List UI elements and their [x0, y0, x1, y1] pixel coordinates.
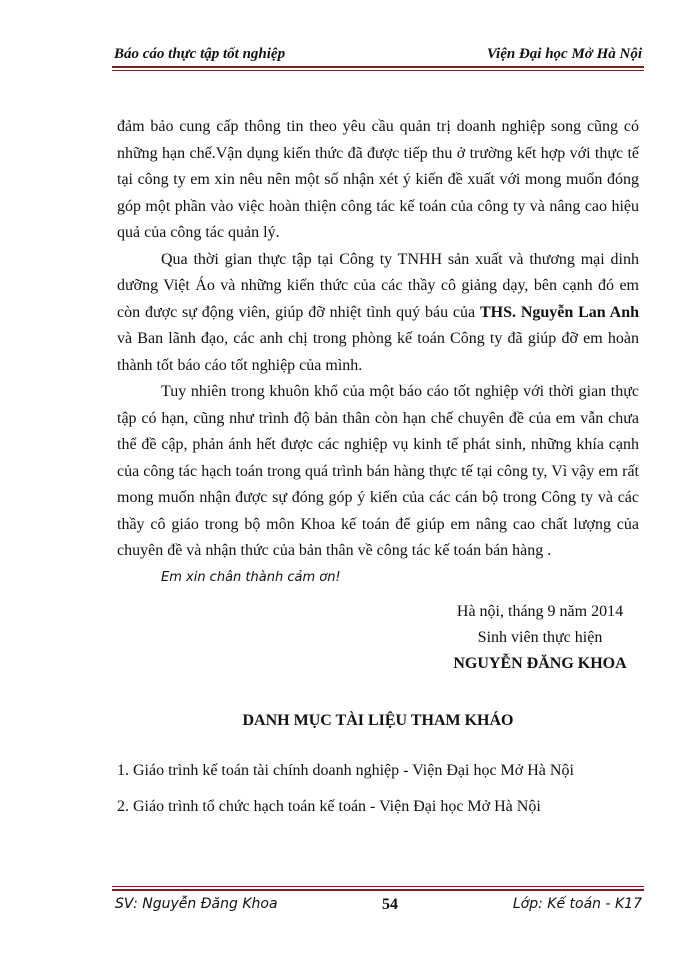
footer-divider-thin — [112, 886, 644, 887]
body-text — [117, 114, 639, 591]
page-number: 54 — [382, 896, 398, 913]
signature-block — [440, 599, 640, 677]
header-divider-thick — [112, 66, 644, 68]
thanks-line: Em xin chân thành cảm ơn! — [161, 569, 341, 585]
signature-place-date: Hà nội, tháng 9 năm 2014 — [456, 603, 624, 620]
reference-item: 2. Giáo trình tổ chức hạch toán kế toán - Viện Đại học Mở Hà Nội — [117, 798, 541, 815]
header-institution: Viện Đại học Mở Hà Nội — [486, 46, 642, 62]
footer-student: SV: Nguyễn Đăng Khoa — [115, 896, 278, 912]
footer-class: Lớp: Kế toán - K17 — [512, 896, 642, 912]
signature-name: NGUYỄN ĐĂNG KHOA — [453, 655, 627, 672]
references-title: DANH MỤC TÀI LIỆU THAM KHÁO — [242, 712, 514, 729]
paragraph-2-text-a: Qua thời gian thực tập tại Công ty TNHH sản xuất và thương mại dinh dưỡng Việt Áo và những kiến thức của các thầy cô giảng dạy, bên cạnh đó em còn được sự động viên, giúp đỡ nhiệt tình quý báu của — [117, 250, 639, 321]
supervisor-name: THS. Nguyễn Lan Anh — [479, 303, 639, 321]
signature-role: Sinh viên thực hiện — [477, 629, 603, 646]
footer-divider-thick — [112, 889, 644, 891]
paragraph-3: Tuy nhiên trong khuôn khổ của một báo cáo tốt nghiệp với thời gian thực tập có hạn, cũng như trình độ bản thân còn hạn chế chuyên đề của em vẫn chưa thể đề cập, phản ánh hết được các nghiệp vụ kinh tế phát sinh, những khía cạnh của công tác hạch toán trong quá trình bán hàng thực tế tại công ty, Vì vậy em rất mong muốn nhận được sự đóng góp ý kiến của các cán bộ trong Công ty và các thầy cô giáo trong bộ môn Khoa kế toán để giúp em nâng cao chất lượng của chuyên đề và nhận thức của bản thân về công tác kế toán bán hàng . — [117, 383, 639, 559]
paragraph-1: đảm bảo cung cấp thông tin theo yêu cầu quản trị doanh nghiệp song cũng có những hạn chế.Vận dụng kiến thức đã được tiếp thu ở trường kết hợp với thực tế tại công ty em xin nêu nên một số nhận xét ý kiến đề xuất với mong muốn đóng góp một phần vào việc hoàn thiện công tác kế toán của công ty và nâng cao hiệu quả của công tác quản lý. — [117, 118, 639, 241]
page-header — [114, 40, 642, 66]
paragraph-2-text-b: và Ban lãnh đạo, các anh chị trong phòng kế toán Công ty đã giúp đỡ em hoàn thành tốt báo cáo tốt nghiệp của mình. — [117, 330, 639, 374]
paragraph-2 — [117, 247, 639, 380]
header-report-title: Báo cáo thực tập tốt nghiệp — [114, 46, 286, 62]
header-divider-thin — [112, 70, 644, 71]
reference-item: 1. Giáo trình kế toán tài chính doanh nghiệp - Viện Đại học Mở Hà Nội — [117, 762, 574, 779]
